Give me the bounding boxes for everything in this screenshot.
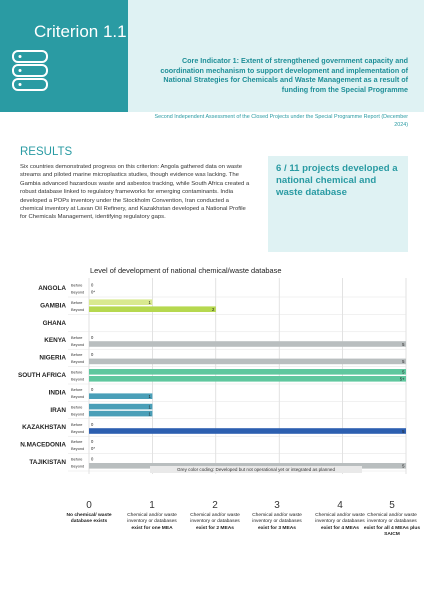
bar-value-label: 0 xyxy=(91,387,94,392)
bar-value-label: 0 xyxy=(91,334,94,340)
level-number: 5 xyxy=(389,500,395,511)
row-before-label: Before xyxy=(71,439,83,445)
results-paragraph: Six countries demonstrated progress on this criterion: Angola gathered data on waste streams and piloted marine microplastics studies, though evidence was lacking. The Gambia advanced hazardous waste and asbestos tracking, while South Africa created a robust database linked to regulatory frameworks for emerging contaminants. India developed a POPs inventory under the Stockholm Convention, Iran conducted a chemical inventory at Lavan Oil Refinery, and Kazakhstan developed a National Profile for Chemicals Management, identifying regulatory gaps. xyxy=(20,164,250,221)
bar-value-label: 5 xyxy=(402,359,405,365)
bar-value-label: 5 xyxy=(402,369,405,375)
results-heading: RESULTS xyxy=(20,146,73,158)
bar-value-label: 5+ xyxy=(399,376,405,382)
level-description: Chemical and/or waste inventory or databases exist for 2 MEAs xyxy=(190,513,240,531)
bar-value-label: 0 xyxy=(91,439,94,445)
level-4 xyxy=(310,500,370,532)
core-indicator-text: Core Indicator 1: Extent of strengthened government capacity and coordination mechanism to support development and implementation of National Strategies for Chemicals and Waste Management as a result of funding from the Special Programme xyxy=(160,56,408,95)
bar-value-label: 0 xyxy=(91,421,94,427)
country-label: TAJIKISTAN xyxy=(29,459,66,466)
bar-value-label: 5 xyxy=(402,341,405,347)
bar-beyond xyxy=(89,428,406,434)
bar-value-label: 5 xyxy=(402,463,405,469)
bar-value-label: 0 xyxy=(91,282,94,288)
country-label: INDIA xyxy=(48,389,66,397)
row-beyond-label: Beyond xyxy=(71,463,85,469)
row-before-label: Before xyxy=(71,352,83,358)
level-description: No chemical/ waste database exists xyxy=(66,513,112,525)
criterion-title: Criterion 1.1 xyxy=(34,22,127,41)
row-beyond-label: Beyond xyxy=(71,341,85,347)
row-before-label: Before xyxy=(71,334,83,340)
bar-value-label: 1 xyxy=(148,300,151,305)
row-beyond-label: Beyond xyxy=(71,289,85,295)
bar-value-label: 1 xyxy=(148,394,151,399)
level-1 xyxy=(122,500,182,532)
row-before-label: Before xyxy=(71,369,83,375)
level-5 xyxy=(362,500,422,539)
level-description: Chemical and/or waste inventory or databases exist for all 4 MEAs plus SAICM xyxy=(363,513,421,538)
level-number: 0 xyxy=(86,500,92,511)
database-level-chart xyxy=(0,276,424,600)
chart-title: Level of development of national chemical/waste database xyxy=(90,266,282,275)
row-before-label: Before xyxy=(71,282,83,288)
projects-callout xyxy=(268,156,408,252)
bar-beyond xyxy=(89,393,152,399)
row-beyond-label: Beyond xyxy=(71,428,85,434)
level-description: Chemical and/or waste inventory or databases exist for 3 MEAs xyxy=(252,513,302,531)
country-label: KENYA xyxy=(44,337,66,345)
row-beyond-label: Beyond xyxy=(71,359,85,365)
level-number: 2 xyxy=(212,500,218,511)
country-label: ANGOLA xyxy=(38,285,66,292)
grey-coding-note: Grey color coding: Developed but not operational yet or integrated as planned xyxy=(176,467,336,472)
bar-value-label: 0* xyxy=(91,446,95,452)
bar-value-label: 0 xyxy=(91,456,94,462)
bar-before xyxy=(89,299,152,305)
country-label: NIGERIA xyxy=(39,354,66,362)
bar-value-label: 1 xyxy=(148,404,151,410)
country-label: SOUTH AFRICA xyxy=(17,372,66,379)
row-beyond-label: Beyond xyxy=(71,411,85,417)
row-before-label: Before xyxy=(71,456,83,462)
bar-before xyxy=(89,369,406,375)
bar-before xyxy=(89,404,152,410)
level-3 xyxy=(247,500,307,532)
bar-value-label: 2 xyxy=(211,307,215,312)
report-reference: Second Independent Assessment of the Closed Projects under the Special Programme Report (December 2024) xyxy=(154,114,408,128)
row-before-label: Before xyxy=(71,387,83,392)
level-description: Chemical and/or waste inventory or databases exist for 4 MEAs xyxy=(315,513,365,531)
bar-beyond xyxy=(89,359,406,365)
database-stack-icon xyxy=(10,48,50,94)
row-beyond-label: Beyond xyxy=(71,307,85,312)
bar-beyond xyxy=(89,376,406,382)
bar-value-label: 1 xyxy=(148,411,151,417)
country-label: GAMBIA xyxy=(40,302,66,310)
bar-beyond xyxy=(89,341,406,347)
bar-beyond xyxy=(89,411,152,417)
bar-value-label: 5 xyxy=(402,428,405,434)
bar-beyond xyxy=(89,306,216,312)
country-label: N.MACEDONIA xyxy=(20,441,66,449)
level-number: 1 xyxy=(149,500,155,511)
row-beyond-label: Beyond xyxy=(71,446,85,452)
country-label: IRAN xyxy=(50,406,66,414)
level-2 xyxy=(185,500,245,532)
row-before-label: Before xyxy=(71,300,83,305)
bar-value-label: 0* xyxy=(91,289,95,295)
level-0 xyxy=(59,500,119,526)
row-beyond-label: Beyond xyxy=(71,376,85,382)
bar-value-label: 0 xyxy=(91,352,94,358)
level-number: 3 xyxy=(274,500,280,511)
row-before-label: Before xyxy=(71,404,83,410)
country-label: GHANA xyxy=(42,319,66,327)
level-number: 4 xyxy=(337,500,343,511)
callout-text: 6 / 11 projects developed a national chemical and waste database xyxy=(276,163,398,198)
row-beyond-label: Beyond xyxy=(71,394,85,399)
row-before-label: Before xyxy=(71,421,83,427)
level-description: Chemical and/or waste inventory or databases exist for one MEA xyxy=(127,513,177,531)
country-label: KAZAKHSTAN xyxy=(22,424,66,432)
